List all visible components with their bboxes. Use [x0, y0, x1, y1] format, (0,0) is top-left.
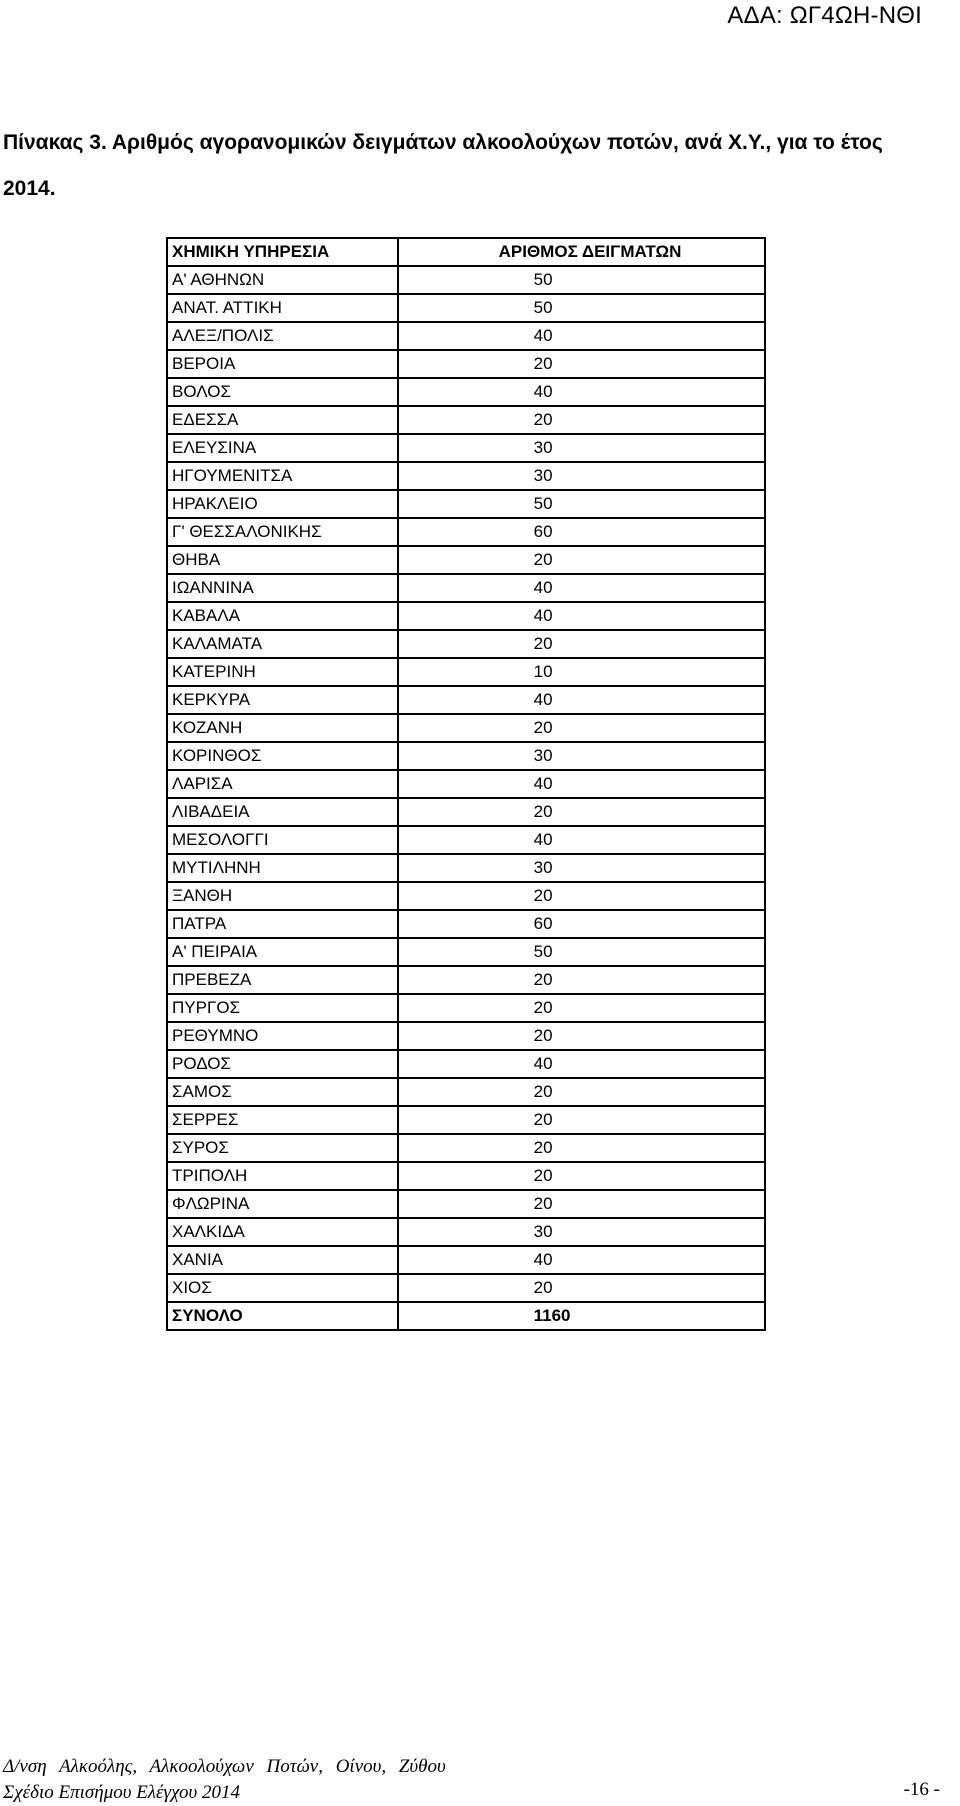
service-name-cell: ΙΩΑΝΝΙΝΑ	[167, 574, 398, 602]
sample-count-cell: 50	[398, 266, 765, 294]
service-name-cell: ΒΟΛΟΣ	[167, 378, 398, 406]
table-row	[167, 854, 765, 882]
table-row	[167, 1106, 765, 1134]
table-row	[167, 798, 765, 826]
service-name-cell: ΦΛΩΡΙΝΑ	[167, 1190, 398, 1218]
service-name-cell: ΚΕΡΚΥΡΑ	[167, 686, 398, 714]
footer-plan: Σχέδιο Επισήμου Ελέγχου 2014	[3, 1782, 240, 1803]
sample-count-cell: 30	[398, 742, 765, 770]
table-row	[167, 770, 765, 798]
table-row	[167, 882, 765, 910]
sample-count-cell: 20	[398, 714, 765, 742]
footer-directorate: Δ/νση Αλκοόλης, Αλκοολούχων Ποτών, Οίνου, Ζύθου	[3, 1756, 446, 1777]
page-number: -16 -	[903, 1779, 940, 1800]
service-name-cell: ΣΥΝΟΛΟ	[167, 1302, 398, 1330]
table-row	[167, 686, 765, 714]
table-row	[167, 658, 765, 686]
sample-count-cell: 50	[398, 294, 765, 322]
table-row	[167, 546, 765, 574]
sample-count-cell: 60	[398, 910, 765, 938]
table-row	[167, 1274, 765, 1302]
sample-count-cell: 1160	[398, 1302, 765, 1330]
service-name-cell: ΠΑΤΡΑ	[167, 910, 398, 938]
sample-count-cell: 50	[398, 938, 765, 966]
sample-count-cell: 40	[398, 770, 765, 798]
table-row	[167, 1190, 765, 1218]
table-row	[167, 1218, 765, 1246]
service-name-cell: ΗΡΑΚΛΕΙΟ	[167, 490, 398, 518]
service-name-cell: ΣΕΡΡΕΣ	[167, 1106, 398, 1134]
service-name-cell: ΑΛΕΞ/ΠΟΛΙΣ	[167, 322, 398, 350]
sample-count-cell: 20	[398, 1162, 765, 1190]
service-name-cell: ΜΥΤΙΛΗΝΗ	[167, 854, 398, 882]
table-row	[167, 602, 765, 630]
table-row	[167, 1162, 765, 1190]
service-name-cell: ΣΑΜΟΣ	[167, 1078, 398, 1106]
service-name-cell: ΞΑΝΘΗ	[167, 882, 398, 910]
sample-count-cell: 20	[398, 994, 765, 1022]
service-name-cell: ΛΙΒΑΔΕΙΑ	[167, 798, 398, 826]
table-row	[167, 462, 765, 490]
service-name-cell: ΜΕΣΟΛΟΓΓΙ	[167, 826, 398, 854]
sample-count-cell: 30	[398, 854, 765, 882]
table-row	[167, 574, 765, 602]
service-name-cell: ΡΕΘΥΜΝΟ	[167, 1022, 398, 1050]
service-name-cell: ΚΟΡΙΝΘΟΣ	[167, 742, 398, 770]
table-row	[167, 1050, 765, 1078]
service-name-cell: ΕΔΕΣΣΑ	[167, 406, 398, 434]
sample-count-cell: 20	[398, 1022, 765, 1050]
sample-count-cell: 40	[398, 602, 765, 630]
samples-table	[166, 237, 766, 1331]
table-row	[167, 294, 765, 322]
service-name-cell: ΠΥΡΓΟΣ	[167, 994, 398, 1022]
table-row	[167, 910, 765, 938]
sample-count-cell: 20	[398, 406, 765, 434]
service-name-cell: ΣΥΡΟΣ	[167, 1134, 398, 1162]
service-name-cell: ΧΑΛΚΙΔΑ	[167, 1218, 398, 1246]
table-row	[167, 1246, 765, 1274]
sample-count-cell: 20	[398, 350, 765, 378]
table-row	[167, 1078, 765, 1106]
table-total-row	[167, 1302, 765, 1330]
sample-count-cell: 40	[398, 1246, 765, 1274]
table-row	[167, 322, 765, 350]
service-name-cell: ΑΝΑΤ. ΑΤΤΙΚΗ	[167, 294, 398, 322]
table-row	[167, 1022, 765, 1050]
table-row	[167, 938, 765, 966]
table-row	[167, 742, 765, 770]
sample-count-cell: 40	[398, 1050, 765, 1078]
service-name-cell: ΚΑΒΑΛΑ	[167, 602, 398, 630]
sample-count-cell: 30	[398, 462, 765, 490]
service-name-cell: ΘΗΒΑ	[167, 546, 398, 574]
sample-count-cell: 20	[398, 1190, 765, 1218]
sample-count-cell: 40	[398, 826, 765, 854]
sample-count-cell: 40	[398, 574, 765, 602]
service-name-cell: ΒΕΡΟΙΑ	[167, 350, 398, 378]
service-name-cell: Γ' ΘΕΣΣΑΛΟΝΙΚΗΣ	[167, 518, 398, 546]
ada-code: ΑΔΑ: ΩΓ4ΩΗ-ΝΘΙ	[727, 2, 922, 29]
sample-count-cell: 50	[398, 490, 765, 518]
service-name-cell: ΠΡΕΒΕΖΑ	[167, 966, 398, 994]
service-name-cell: ΕΛΕΥΣΙΝΑ	[167, 434, 398, 462]
sample-count-cell: 10	[398, 658, 765, 686]
table-row	[167, 490, 765, 518]
sample-count-cell: 20	[398, 882, 765, 910]
service-name-cell: ΡΟΔΟΣ	[167, 1050, 398, 1078]
sample-count-cell: 30	[398, 434, 765, 462]
table-row	[167, 434, 765, 462]
service-name-cell: Α' ΑΘΗΝΩΝ	[167, 266, 398, 294]
sample-count-cell: 40	[398, 322, 765, 350]
sample-count-cell: 30	[398, 1218, 765, 1246]
sample-count-cell: 20	[398, 966, 765, 994]
sample-count-cell: 40	[398, 686, 765, 714]
sample-count-cell: 60	[398, 518, 765, 546]
header-sample-count: ΑΡΙΘΜΟΣ ΔΕΙΓΜΑΤΩΝ	[398, 238, 765, 266]
samples-table-body	[167, 238, 765, 1330]
table-row	[167, 1134, 765, 1162]
table-row	[167, 826, 765, 854]
table-row	[167, 630, 765, 658]
service-name-cell: ΛΑΡΙΣΑ	[167, 770, 398, 798]
table-row	[167, 994, 765, 1022]
table-row	[167, 518, 765, 546]
sample-count-cell: 20	[398, 630, 765, 658]
table-row	[167, 266, 765, 294]
service-name-cell: ΧΑΝΙΑ	[167, 1246, 398, 1274]
table-row	[167, 406, 765, 434]
sample-count-cell: 40	[398, 378, 765, 406]
service-name-cell: ΚΟΖΑΝΗ	[167, 714, 398, 742]
table-row	[167, 714, 765, 742]
sample-count-cell: 20	[398, 1274, 765, 1302]
table-header-row	[167, 238, 765, 266]
header-service: ΧΗΜΙΚΗ ΥΠΗΡΕΣΙΑ	[167, 238, 398, 266]
sample-count-cell: 20	[398, 546, 765, 574]
service-name-cell: ΤΡΙΠΟΛΗ	[167, 1162, 398, 1190]
service-name-cell: ΚΑΛΑΜΑΤΑ	[167, 630, 398, 658]
sample-count-cell: 20	[398, 798, 765, 826]
service-name-cell: ΗΓΟΥΜΕΝΙΤΣΑ	[167, 462, 398, 490]
service-name-cell: Α' ΠΕΙΡΑΙΑ	[167, 938, 398, 966]
service-name-cell: ΧΙΟΣ	[167, 1274, 398, 1302]
table-row	[167, 378, 765, 406]
sample-count-cell: 20	[398, 1078, 765, 1106]
table-row	[167, 350, 765, 378]
service-name-cell: ΚΑΤΕΡΙΝΗ	[167, 658, 398, 686]
table-row	[167, 966, 765, 994]
table-caption: Πίνακας 3. Αριθμός αγορανομικών δειγμάτων αλκοολούχων ποτών, ανά Χ.Υ., για το έτος 2014.	[3, 131, 883, 200]
sample-count-cell: 20	[398, 1106, 765, 1134]
sample-count-cell: 20	[398, 1134, 765, 1162]
